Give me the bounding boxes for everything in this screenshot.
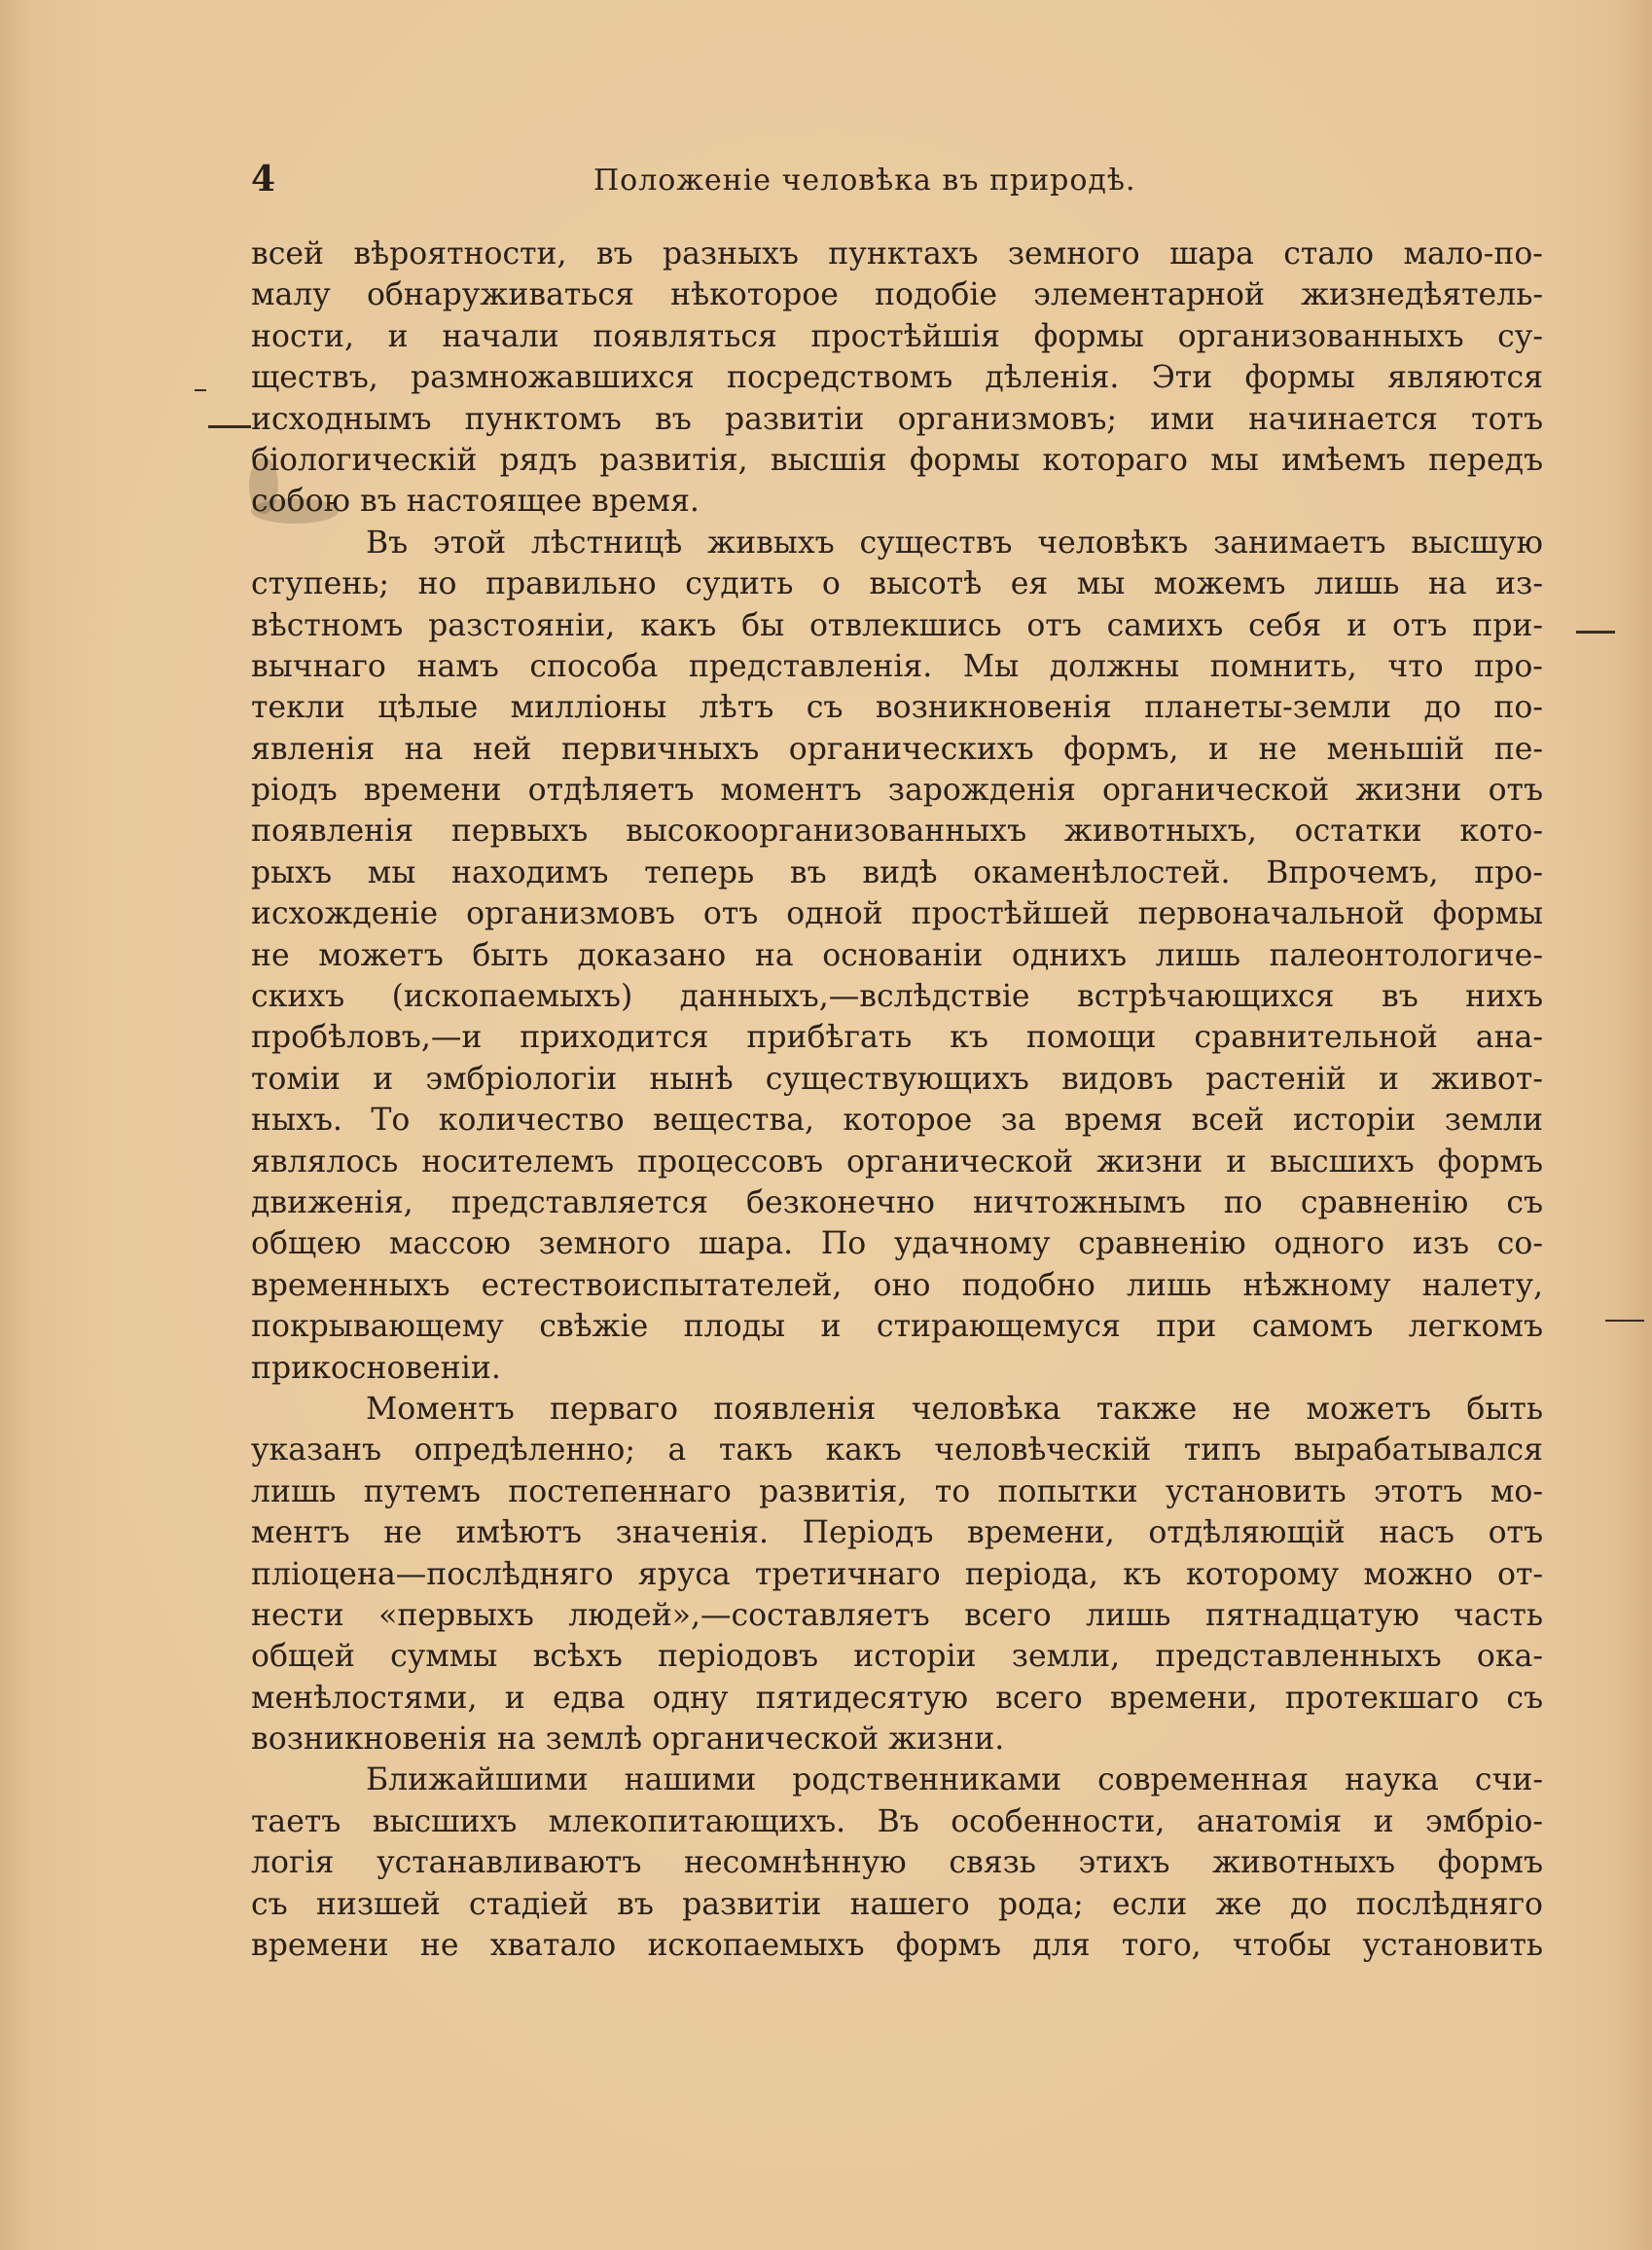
text-line: движенія, представляется безконечно ничтожнымъ по сравненію съ: [251, 1184, 1543, 1220]
text-line: біологическій рядъ развитія, высшія формы котораго мы имѣемъ передъ: [251, 442, 1543, 478]
text-line: Въ этой лѣстницѣ живыхъ существъ человѣкъ занимаетъ высшую: [366, 525, 1543, 561]
text-line: ности, и начали появляться простѣйшія формы организованныхъ су-: [251, 318, 1543, 354]
page-header: [251, 158, 1224, 206]
text-line: прикосновеніи.: [251, 1350, 501, 1386]
page-number: 4: [251, 159, 276, 200]
text-line: лишь путемъ постепеннаго развитія, то попытки установить этотъ мо-: [251, 1473, 1543, 1509]
text-line: явленія на ней первичныхъ органическихъ формъ, и не меньшій пе-: [251, 731, 1543, 767]
text-line: ментъ не имѣютъ значенія. Періодъ времени, отдѣляющій насъ отъ: [251, 1515, 1543, 1551]
text-line: временныхъ естествоиспытателей, оно подобно лишь нѣжному налету,: [251, 1267, 1543, 1303]
text-line: нести «первыхъ людей»,—составляетъ всего лишь пятнадцатую часть: [251, 1597, 1543, 1633]
text-line: рыхъ мы находимъ теперь въ видѣ окаменѣлостей. Впрочемъ, про-: [251, 854, 1543, 890]
text-line: съ низшей стадіей въ развитіи нашего рода; если же до послѣдняго: [251, 1886, 1543, 1922]
running-title: Положеніе человѣка въ природѣ.: [593, 163, 1136, 198]
margin-ink-mark: [1576, 631, 1615, 634]
text-line: общею массою земного шара. По удачному сравненію одного изъ со-: [251, 1226, 1543, 1262]
text-line: менѣлостями, и едва одну пятидесятую всего времени, протекшаго съ: [251, 1680, 1543, 1716]
text-line: Моментъ перваго появленія человѣка также не можетъ быть: [366, 1391, 1543, 1427]
text-line: томіи и эмбріологіи нынѣ существующихъ видовъ растеній и живот-: [251, 1061, 1543, 1097]
margin-ink-mark: [195, 389, 206, 391]
text-line: появленія первыхъ высокоорганизованныхъ животныхъ, остатки кото-: [251, 814, 1543, 850]
text-line: ріодъ времени отдѣляетъ моментъ зарожденія органической жизни отъ: [251, 773, 1543, 809]
margin-ink-mark: [1605, 1320, 1644, 1322]
text-line: общей суммы всѣхъ періодовъ исторіи земли, представленныхъ ока-: [251, 1639, 1543, 1675]
text-line: ществъ, размножавшихся посредствомъ дѣленія. Эти формы являются: [251, 360, 1543, 396]
body-text: [251, 234, 1543, 1966]
text-line: скихъ (ископаемыхъ) данныхъ,—вслѣдствіе встрѣчающихся въ нихъ: [251, 979, 1543, 1015]
text-line: указанъ опредѣленно; а такъ какъ человѣческій типъ вырабатывался: [251, 1433, 1543, 1469]
text-line: текли цѣлые милліоны лѣтъ съ возникновенія планеты-земли до по-: [251, 690, 1543, 726]
text-line: логія устанавливаютъ несомнѣнную связь этихъ животныхъ формъ: [251, 1845, 1543, 1881]
text-line: исходнымъ пунктомъ въ развитіи организмовъ; ими начинается тотъ: [251, 401, 1543, 437]
text-line: ныхъ. То количество вещества, которое за время всей исторіи земли: [251, 1103, 1543, 1139]
text-line: времени не хватало ископаемыхъ формъ для того, чтобы установить: [251, 1928, 1543, 1964]
text-line: таетъ высшихъ млекопитающихъ. Въ особенности, анатомія и эмбріо-: [251, 1803, 1543, 1839]
text-line: Ближайшими нашими родственниками современная наука счи-: [366, 1762, 1543, 1798]
text-line: исхожденіе организмовъ отъ одной простѣйшей первоначальной формы: [251, 896, 1543, 932]
text-line: покрывающему свѣжіе плоды и стирающемуся при самомъ легкомъ: [251, 1309, 1543, 1345]
text-line: являлось носителемъ процессовъ органической жизни и высшихъ формъ: [251, 1143, 1543, 1179]
text-line: вѣстномъ разстояніи, какъ бы отвлекшись отъ самихъ себя и отъ при-: [251, 607, 1543, 643]
margin-ink-mark: [208, 425, 251, 428]
text-line: собою въ настоящее время.: [251, 484, 700, 520]
text-line: не можетъ быть доказано на основаніи однихъ лишь палеонтологиче-: [251, 937, 1543, 973]
text-line: вычнаго намъ способа представленія. Мы должны помнить, что про-: [251, 648, 1543, 684]
text-line: пліоцена—послѣдняго яруса третичнаго періода, къ которому можно от-: [251, 1556, 1543, 1592]
text-line: малу обнаруживаться нѣкоторое подобіе элементарной жизнедѣятель-: [251, 277, 1543, 313]
text-line: возникновенія на землѣ органической жизни.: [251, 1722, 1005, 1758]
text-line: ступень; но правильно судить о высотѣ ея мы можемъ лишь на из-: [251, 566, 1543, 602]
text-line: всей вѣроятности, въ разныхъ пунктахъ земного шара стало мало-по-: [251, 236, 1543, 272]
text-line: пробѣловъ,—и приходится прибѣгать къ помощи сравнительной ана-: [251, 1020, 1543, 1056]
